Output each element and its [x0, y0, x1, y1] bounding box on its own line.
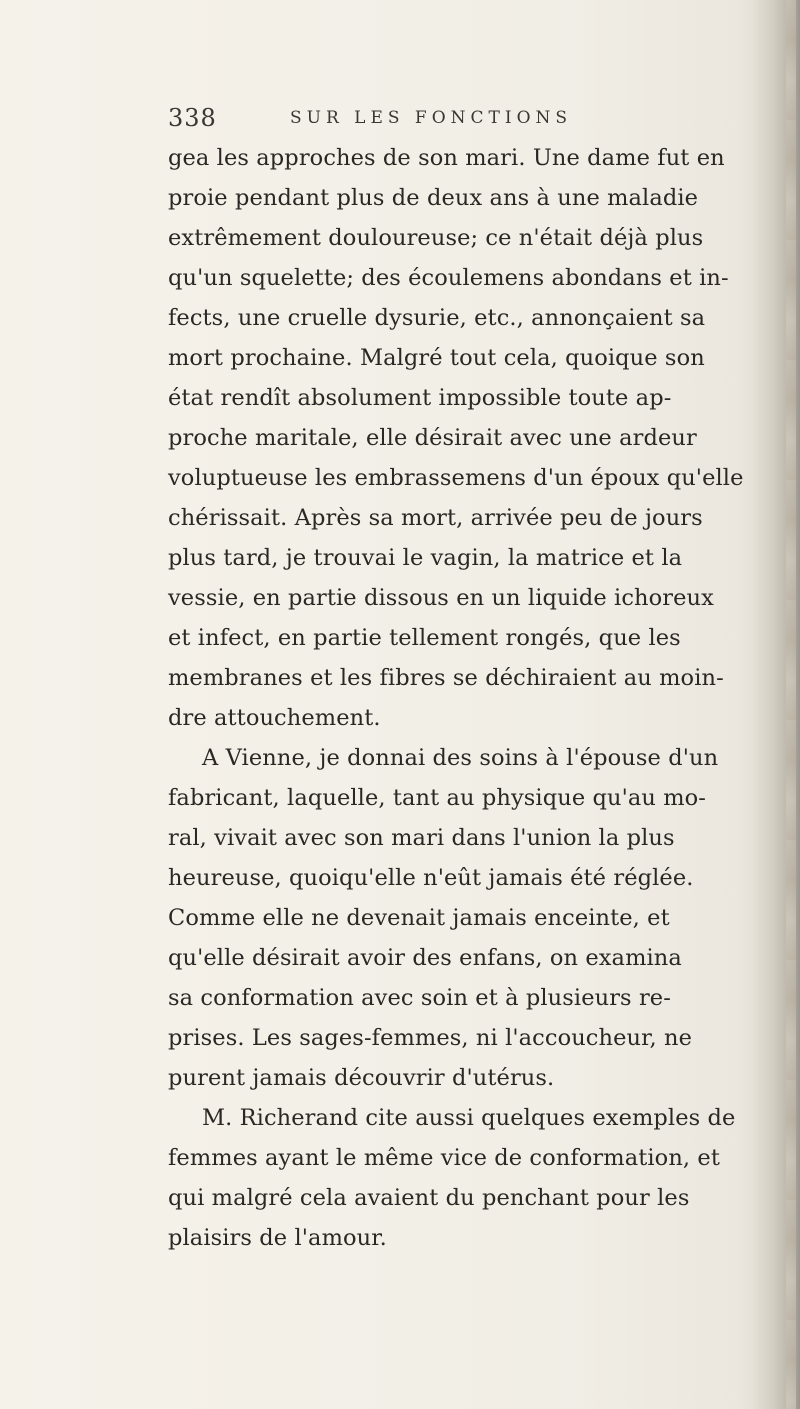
text-line: qu'un squelette; des écoulemens abondans et in-: [168, 265, 729, 291]
text-line: dre attouchement.: [168, 705, 381, 731]
text-line: heureuse, quoiqu'elle n'eût jamais été réglée.: [168, 865, 694, 891]
text-line: fabricant, laquelle, tant au physique qu'au mo-: [168, 785, 707, 811]
paragraph-start-line: A Vienne, je donnai des soins à l'épouse d'un: [202, 745, 719, 771]
text-line: extrêmement douloureuse; ce n'était déjà plus: [168, 225, 704, 251]
text-line: femmes ayant le même vice de conformation, et: [168, 1145, 720, 1171]
text-line: qui malgré cela avaient du penchant pour les: [168, 1185, 690, 1211]
page-edge-strip: [786, 0, 796, 1409]
running-head: [168, 100, 728, 140]
text-line: chérissait. Après sa mort, arrivée peu de jours: [168, 505, 703, 531]
text-line: Comme elle ne devenait jamais enceinte, et: [168, 905, 670, 931]
text-line: vessie, en partie dissous en un liquide ichoreux: [168, 585, 714, 611]
text-line: purent jamais découvrir d'utérus.: [168, 1065, 555, 1091]
text-line: sa conformation avec soin et à plusieurs re-: [168, 985, 671, 1011]
text-line: plus tard, je trouvai le vagin, la matrice et la: [168, 545, 683, 571]
text-line: état rendît absolument impossible toute ap-: [168, 385, 672, 411]
text-line: voluptueuse les embrassemens d'un époux qu'elle: [168, 465, 744, 491]
paragraph-start-line: M. Richerand cite aussi quelques exemples de: [202, 1105, 736, 1131]
text-line: mort prochaine. Malgré tout cela, quoique son: [168, 345, 705, 371]
text-line: prises. Les sages-femmes, ni l'accoucheur, ne: [168, 1025, 692, 1051]
text-line: qu'elle désirait avoir des enfans, on examina: [168, 945, 682, 971]
text-line: ral, vivait avec son mari dans l'union la plus: [168, 825, 675, 851]
page-number: 338: [168, 104, 217, 132]
text-line: et infect, en partie tellement rongés, que les: [168, 625, 681, 651]
text-line: membranes et les fibres se déchiraient au moin-: [168, 665, 724, 691]
text-line: gea les approches de son mari. Une dame fut en: [168, 145, 725, 171]
text-line: proie pendant plus de deux ans à une maladie: [168, 185, 699, 211]
text-line: plaisirs de l'amour.: [168, 1225, 387, 1251]
running-title: SUR LES FONCTIONS: [290, 108, 573, 128]
body-text: [168, 138, 744, 1258]
text-line: proche maritale, elle désirait avec une ardeur: [168, 425, 697, 451]
text-line: fects, une cruelle dysurie, etc., annonçaient sa: [168, 305, 706, 331]
